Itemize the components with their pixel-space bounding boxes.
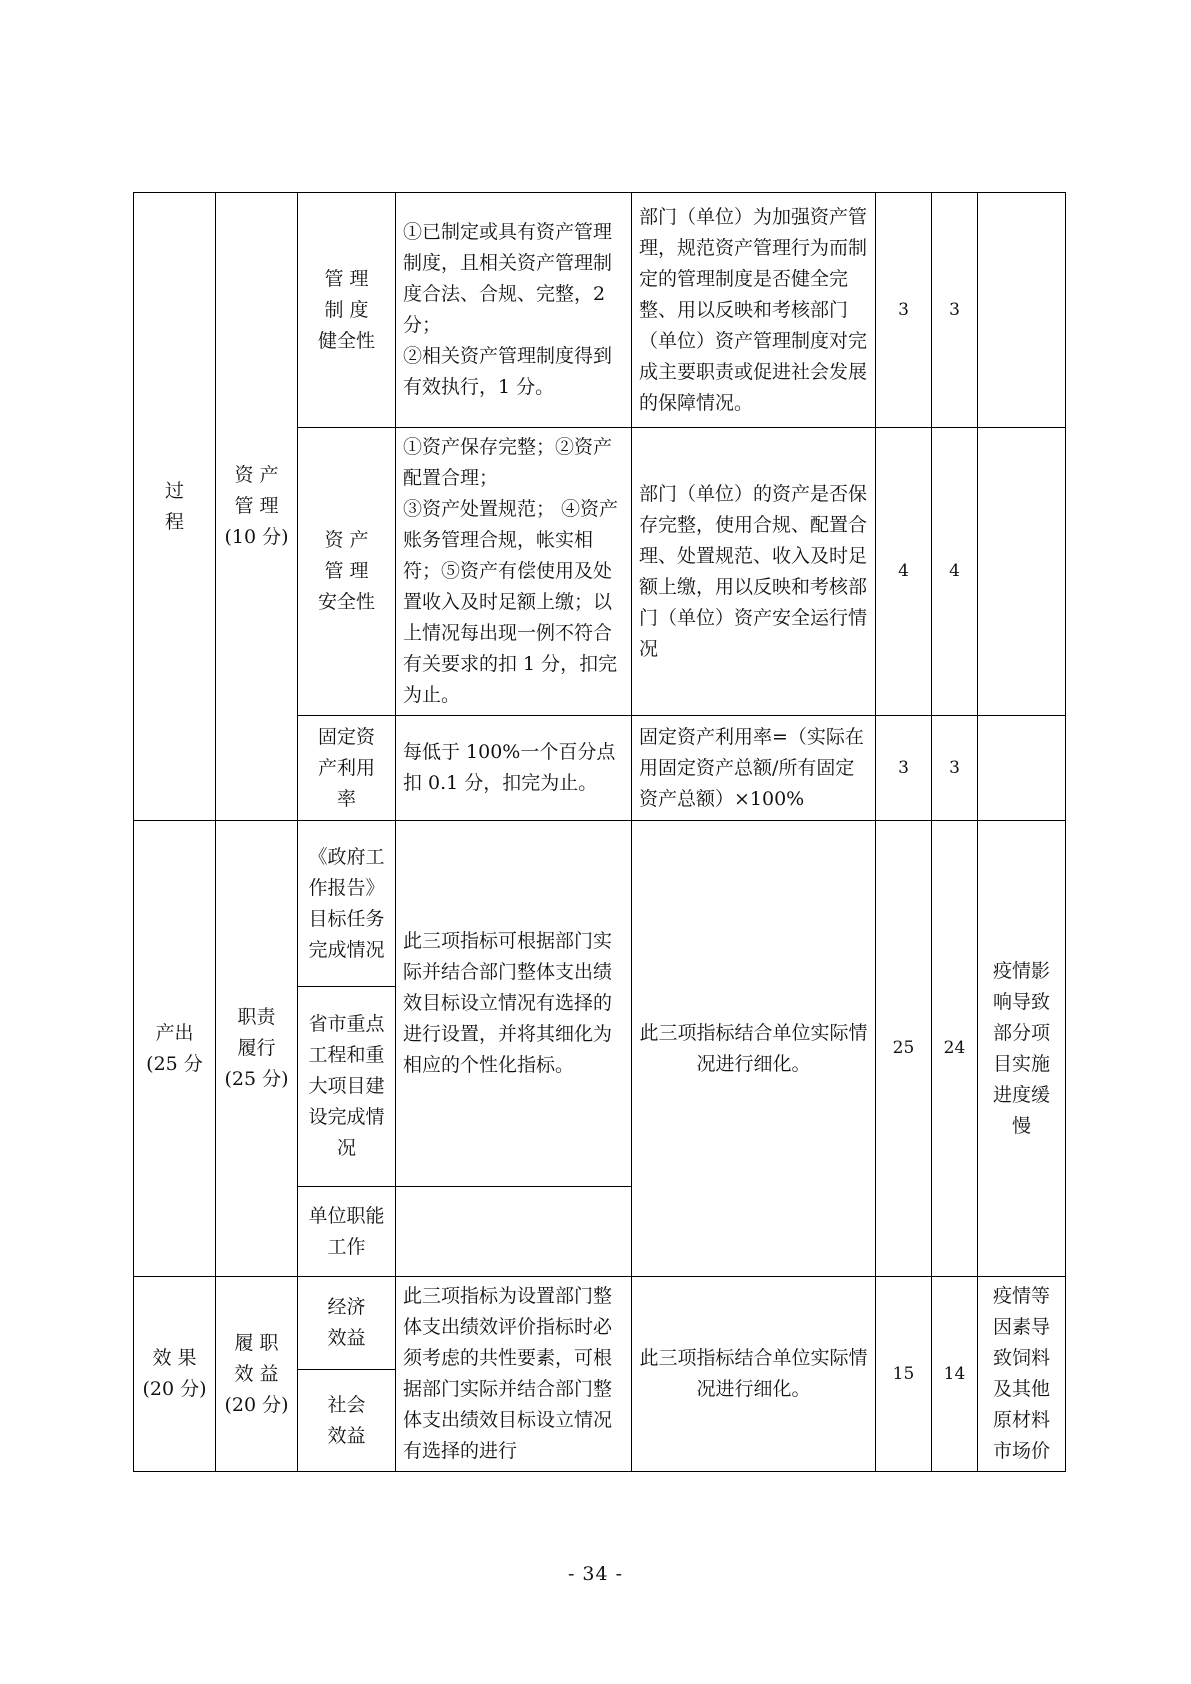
level3-indicator-cell: 社会 效益 [298, 1370, 396, 1472]
full-score-cell: 3 [876, 193, 932, 428]
indicator-explanation-cell: 此三项指标结合单位实际情况进行细化。 [632, 821, 876, 1277]
level3-indicator-cell: 《政府工作报告》目标任务完成情况 [298, 821, 396, 987]
note-cell: 疫情影响导致部分项目实施进度缓慢 [978, 821, 1066, 1277]
full-score-cell: 3 [876, 716, 932, 821]
indicator-explanation-cell: 此三项指标结合单位实际情况进行细化。 [632, 1277, 876, 1472]
scoring-standard-cell: 此三项指标可根据部门实际并结合部门整体支出绩效目标设立情况有选择的进行设置，并将其细化为相应的个性化指标。 [396, 821, 632, 1187]
indicator-explanation-cell: 固定资产利用率=（实际在用固定资产总额/所有固定资产总额）×100% [632, 716, 876, 821]
table-row [134, 821, 1066, 987]
score-cell: 24 [932, 821, 978, 1277]
scoring-standard-cell: 每低于 100%一个百分点扣 0.1 分，扣完为止。 [396, 716, 632, 821]
score-cell: 3 [932, 193, 978, 428]
evaluation-table [133, 192, 1066, 1472]
page-number: - 34 - [567, 1563, 624, 1585]
scoring-standard-cell: ①资产保存完整；②资产配置合理； ③资产处置规范； ④资产账务管理合规，帐实相符；⑤资产有偿使用及处置收入及时足额上缴；以上情况每出现一例不符合有关要求的扣 1 分，扣完为止。 [396, 428, 632, 716]
table-row [134, 193, 1066, 428]
score-cell: 3 [932, 716, 978, 821]
level1-indicator-cell: 产出 (25 分 [134, 821, 216, 1277]
note-cell [978, 428, 1066, 716]
indicator-explanation-cell: 部门（单位）的资产是否保存完整，使用合规、配置合理、处置规范、收入及时足额上缴，用以反映和考核部门（单位）资产安全运行情况 [632, 428, 876, 716]
note-cell [978, 193, 1066, 428]
level3-indicator-cell: 固定资 产利用 率 [298, 716, 396, 821]
level1-indicator-cell: 过 程 [134, 193, 216, 821]
full-score-cell: 4 [876, 428, 932, 716]
score-cell: 4 [932, 428, 978, 716]
level1-indicator-cell: 效 果 (20 分) [134, 1277, 216, 1472]
level2-indicator-cell: 履 职 效 益 (20 分) [216, 1277, 298, 1472]
full-score-cell: 15 [876, 1277, 932, 1472]
full-score-cell: 25 [876, 821, 932, 1277]
scoring-standard-cell: ①已制定或具有资产管理制度，且相关资产管理制度合法、合规、完整，2 分； ②相关资产管理制度得到有效执行，1 分。 [396, 193, 632, 428]
level3-indicator-cell: 经济 效益 [298, 1277, 396, 1370]
scoring-standard-cell: 此三项指标为设置部门整体支出绩效评价指标时必须考虑的共性要素，可根据部门实际并结合部门整体支出绩效目标设立情况有选择的进行 [396, 1277, 632, 1472]
level2-indicator-cell: 资 产 管 理 (10 分) [216, 193, 298, 821]
level3-indicator-cell: 管 理 制 度 健全性 [298, 193, 396, 428]
level3-indicator-cell: 单位职能工作 [298, 1187, 396, 1277]
table-row [134, 1277, 1066, 1370]
level3-indicator-cell: 资 产 管 理 安全性 [298, 428, 396, 716]
level2-indicator-cell: 职责 履行 (25 分) [216, 821, 298, 1277]
indicator-explanation-cell: 部门（单位）为加强资产管理，规范资产管理行为而制定的管理制度是否健全完整、用以反映和考核部门（单位）资产管理制度对完成主要职责或促进社会发展的保障情况。 [632, 193, 876, 428]
note-cell [978, 716, 1066, 821]
note-cell: 疫情等因素导致饲料及其他原材料市场价 [978, 1277, 1066, 1472]
score-cell: 14 [932, 1277, 978, 1472]
scoring-standard-cell-empty [396, 1187, 632, 1277]
level3-indicator-cell: 省市重点工程和重大项目建设完成情况 [298, 987, 396, 1187]
